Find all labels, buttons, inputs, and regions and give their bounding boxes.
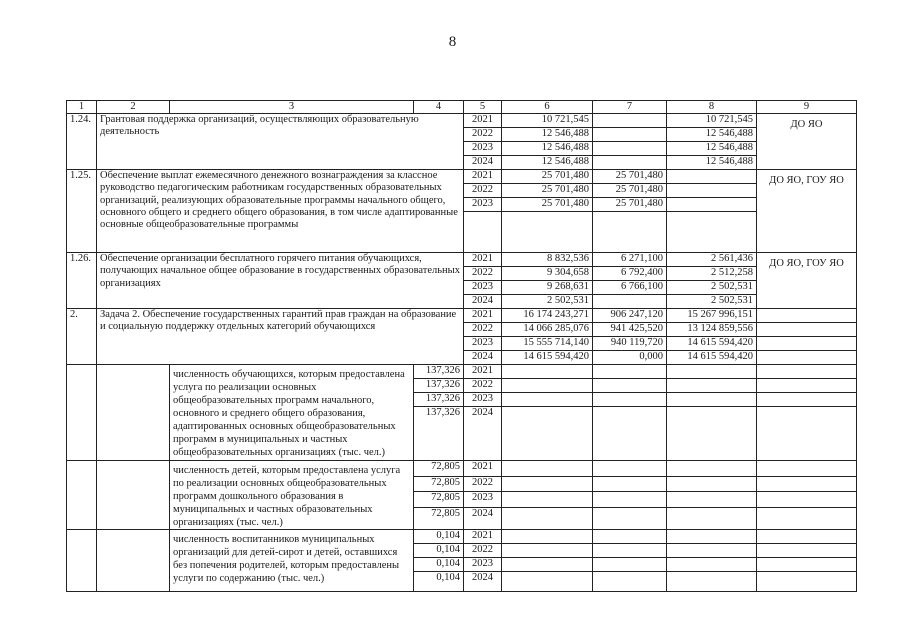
year-cell: 2023 — [464, 492, 502, 508]
year-cell: 2022 — [464, 184, 502, 198]
responsible-cell: ДО ЯО — [757, 114, 857, 170]
empty-cell — [502, 365, 593, 379]
year-cell: 2022 — [464, 379, 502, 393]
program-table — [66, 100, 857, 592]
federal-cell: 25 701,480 — [593, 198, 667, 212]
total-cell: 2 502,531 — [502, 295, 593, 309]
regional-cell: 2 502,531 — [667, 295, 757, 309]
empty-cell — [757, 530, 857, 544]
year-cell: 2024 — [464, 156, 502, 170]
empty-cell — [667, 558, 757, 572]
federal-cell — [593, 295, 667, 309]
empty-cell — [757, 393, 857, 407]
federal-cell: 6 766,100 — [593, 281, 667, 295]
empty-cell — [667, 544, 757, 558]
empty-cell — [667, 393, 757, 407]
total-cell: 16 174 243,271 — [502, 309, 593, 323]
regional-cell: 12 546,488 — [667, 128, 757, 142]
indicator-description: численность воспитанников муниципальных организаций для детей-сирот и детей, оставшихся без попечения родителей, которым предоставлены услуги по содержанию (тыс. чел.) — [170, 530, 414, 592]
table-row — [67, 114, 857, 128]
empty-cell — [502, 558, 593, 572]
regional-cell: 14 615 594,420 — [667, 337, 757, 351]
empty-cell — [502, 492, 593, 508]
federal-cell: 6 792,400 — [593, 267, 667, 281]
empty-cell — [502, 407, 593, 461]
total-cell: 9 268,631 — [502, 281, 593, 295]
regional-cell: 15 267 996,151 — [667, 309, 757, 323]
total-cell — [502, 212, 593, 253]
year-cell: 2021 — [464, 170, 502, 184]
indicator-blank-left — [97, 461, 170, 530]
federal-cell — [593, 114, 667, 128]
empty-cell — [502, 476, 593, 492]
col-header-3: 3 — [170, 101, 414, 114]
empty-cell — [593, 461, 667, 477]
regional-cell — [667, 198, 757, 212]
indicator-value: 137,326 — [414, 393, 464, 407]
indicator-row — [67, 530, 857, 544]
federal-cell: 940 119,720 — [593, 337, 667, 351]
empty-cell — [593, 558, 667, 572]
indicator-description: численность обучающихся, которым предоставлена услуга по реализации основных общеобразовательных программ начального, основного и среднего общего образования, адаптированных основных общеобразовательных программ в муниципальных и частных общеобразовательных организациях (тыс. чел.) — [170, 365, 414, 461]
empty-cell — [757, 544, 857, 558]
empty-cell — [502, 393, 593, 407]
empty-cell — [593, 407, 667, 461]
indicator-description: численность детей, которым предоставлена услуга по реализации основных общеобразовательных программ дошкольного образования в муниципальных и частных образовательных организациях (тыс. чел.) — [170, 461, 414, 530]
indicator-value: 137,326 — [414, 365, 464, 379]
empty-cell — [502, 379, 593, 393]
federal-cell: 6 271,100 — [593, 253, 667, 267]
empty-cell — [757, 492, 857, 508]
indicator-value: 72,805 — [414, 461, 464, 477]
year-cell — [464, 212, 502, 253]
regional-cell: 2 502,531 — [667, 281, 757, 295]
total-cell: 25 701,480 — [502, 198, 593, 212]
table-row — [67, 170, 857, 184]
indicator-blank-left — [97, 530, 170, 592]
col-header-9: 9 — [757, 101, 857, 114]
row-description: Задача 2. Обеспечение государственных гарантий прав граждан на образование и социальную поддержку отдельных категорий обучающихся — [97, 309, 464, 365]
federal-cell — [593, 212, 667, 253]
federal-cell: 0,000 — [593, 351, 667, 365]
total-cell: 14 615 594,420 — [502, 351, 593, 365]
regional-cell — [667, 212, 757, 253]
federal-cell — [593, 156, 667, 170]
year-cell: 2023 — [464, 393, 502, 407]
empty-cell — [502, 507, 593, 529]
total-cell: 12 546,488 — [502, 128, 593, 142]
regional-cell: 12 546,488 — [667, 142, 757, 156]
year-cell: 2023 — [464, 142, 502, 156]
empty-cell — [757, 407, 857, 461]
empty-cell — [593, 476, 667, 492]
responsible-cell — [757, 309, 857, 323]
empty-cell — [593, 379, 667, 393]
year-cell: 2022 — [464, 476, 502, 492]
indicator-value: 0,104 — [414, 530, 464, 544]
federal-cell: 25 701,480 — [593, 184, 667, 198]
total-cell: 25 701,480 — [502, 184, 593, 198]
col-header-8: 8 — [667, 101, 757, 114]
year-cell: 2021 — [464, 114, 502, 128]
indicator-blank-no — [67, 530, 97, 592]
row-description: Обеспечение организации бесплатного горячего питания обучающихся, получающих начальное общее образование в государственных образовательных организациях — [97, 253, 464, 309]
indicator-row — [67, 365, 857, 379]
empty-cell — [667, 507, 757, 529]
year-cell: 2022 — [464, 544, 502, 558]
indicator-value: 0,104 — [414, 544, 464, 558]
indicator-value: 137,326 — [414, 407, 464, 461]
empty-cell — [757, 572, 857, 592]
total-cell: 12 546,488 — [502, 156, 593, 170]
year-cell: 2021 — [464, 365, 502, 379]
year-cell: 2023 — [464, 558, 502, 572]
table-row — [67, 309, 857, 323]
empty-cell — [757, 476, 857, 492]
year-cell: 2023 — [464, 281, 502, 295]
indicator-row — [67, 461, 857, 477]
table-row — [67, 253, 857, 267]
row-description: Обеспечение выплат ежемесячного денежного вознаграждения за классное руководство педагогическим работникам государственных образовательных организаций, реализующих образовательные программы начального общего, основного общего и среднего общего образования, в том числе адаптированные основные общеобразовательные программы — [97, 170, 464, 253]
empty-cell — [502, 572, 593, 592]
indicator-value: 72,805 — [414, 507, 464, 529]
empty-cell — [502, 530, 593, 544]
regional-cell: 14 615 594,420 — [667, 351, 757, 365]
row-description: Грантовая поддержка организаций, осуществляющих образовательную деятельность — [97, 114, 464, 170]
year-cell: 2021 — [464, 530, 502, 544]
year-cell: 2021 — [464, 309, 502, 323]
empty-cell — [667, 476, 757, 492]
empty-cell — [593, 492, 667, 508]
empty-cell — [667, 572, 757, 592]
year-cell: 2024 — [464, 407, 502, 461]
empty-cell — [757, 461, 857, 477]
empty-cell — [593, 507, 667, 529]
empty-cell — [757, 365, 857, 379]
regional-cell — [667, 170, 757, 184]
empty-cell — [667, 530, 757, 544]
empty-cell — [593, 530, 667, 544]
year-cell: 2023 — [464, 337, 502, 351]
row-number: 1.25. — [67, 170, 97, 253]
col-header-4: 4 — [414, 101, 464, 114]
regional-cell: 13 124 859,556 — [667, 323, 757, 337]
page-number: 8 — [448, 34, 457, 50]
total-cell: 10 721,545 — [502, 114, 593, 128]
responsible-cell: ДО ЯО, ГОУ ЯО — [757, 253, 857, 309]
total-cell: 15 555 714,140 — [502, 337, 593, 351]
federal-cell — [593, 142, 667, 156]
year-cell: 2024 — [464, 572, 502, 592]
empty-cell — [593, 572, 667, 592]
total-cell: 12 546,488 — [502, 142, 593, 156]
empty-cell — [667, 407, 757, 461]
empty-cell — [593, 365, 667, 379]
row-number: 1.26. — [67, 253, 97, 309]
federal-cell — [593, 128, 667, 142]
empty-cell — [593, 544, 667, 558]
indicator-blank-no — [67, 461, 97, 530]
empty-cell — [757, 507, 857, 529]
col-header-5: 5 — [464, 101, 502, 114]
year-cell: 2023 — [464, 198, 502, 212]
year-cell: 2021 — [464, 253, 502, 267]
empty-cell — [593, 393, 667, 407]
total-cell: 25 701,480 — [502, 170, 593, 184]
empty-cell — [757, 558, 857, 572]
row-number: 2. — [67, 309, 97, 365]
empty-cell — [502, 461, 593, 477]
regional-cell — [667, 184, 757, 198]
regional-cell: 10 721,545 — [667, 114, 757, 128]
col-header-7: 7 — [593, 101, 667, 114]
year-cell: 2024 — [464, 351, 502, 365]
regional-cell: 2 561,436 — [667, 253, 757, 267]
federal-cell: 906 247,120 — [593, 309, 667, 323]
year-cell: 2024 — [464, 295, 502, 309]
total-cell: 14 066 285,076 — [502, 323, 593, 337]
indicator-value: 0,104 — [414, 572, 464, 592]
empty-cell — [502, 544, 593, 558]
col-header-1: 1 — [67, 101, 97, 114]
year-cell: 2022 — [464, 267, 502, 281]
empty-cell — [667, 365, 757, 379]
year-cell: 2021 — [464, 461, 502, 477]
responsible-cell — [757, 337, 857, 351]
federal-cell: 941 425,520 — [593, 323, 667, 337]
row-number: 1.24. — [67, 114, 97, 170]
responsible-cell — [757, 323, 857, 337]
indicator-value: 0,104 — [414, 558, 464, 572]
col-header-6: 6 — [502, 101, 593, 114]
indicator-blank-left — [97, 365, 170, 461]
empty-cell — [757, 379, 857, 393]
responsible-cell — [757, 351, 857, 365]
col-header-2: 2 — [97, 101, 170, 114]
indicator-value: 137,326 — [414, 379, 464, 393]
regional-cell: 12 546,488 — [667, 156, 757, 170]
year-cell: 2024 — [464, 507, 502, 529]
empty-cell — [667, 492, 757, 508]
indicator-value: 72,805 — [414, 492, 464, 508]
responsible-cell: ДО ЯО, ГОУ ЯО — [757, 170, 857, 253]
total-cell: 8 832,536 — [502, 253, 593, 267]
year-cell: 2022 — [464, 323, 502, 337]
regional-cell: 2 512,258 — [667, 267, 757, 281]
year-cell: 2022 — [464, 128, 502, 142]
empty-cell — [667, 461, 757, 477]
indicator-blank-no — [67, 365, 97, 461]
empty-cell — [667, 379, 757, 393]
federal-cell: 25 701,480 — [593, 170, 667, 184]
indicator-value: 72,805 — [414, 476, 464, 492]
total-cell: 9 304,658 — [502, 267, 593, 281]
header-row — [67, 101, 857, 114]
